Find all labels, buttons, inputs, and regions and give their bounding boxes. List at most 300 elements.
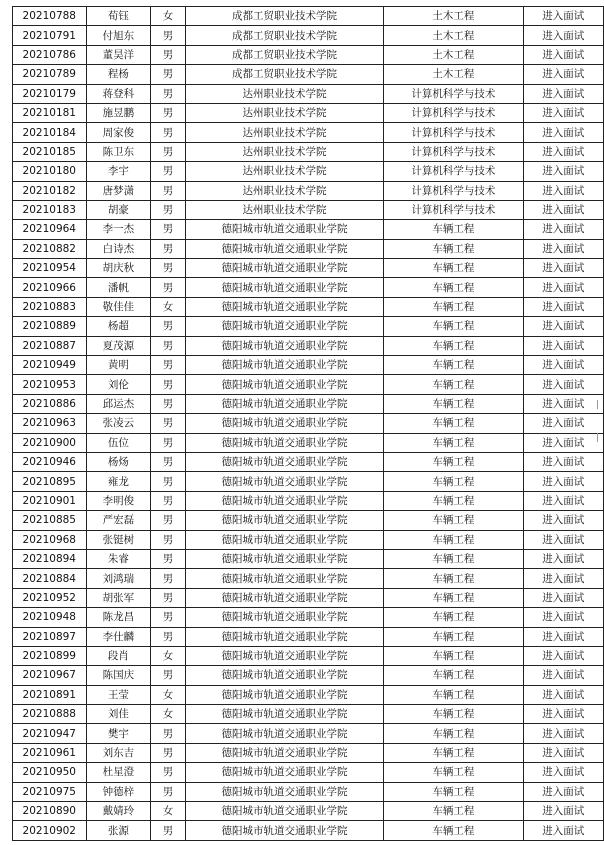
page-margin-mark [597,433,598,442]
table-row [13,743,604,762]
sex-cell: 男 [151,724,186,743]
major-cell: 车辆工程 [384,297,523,316]
student-id-cell: 20210950 [13,763,87,782]
sex-cell: 男 [151,356,186,375]
student-id-cell: 20210890 [13,802,87,821]
status-cell: 进入面试 [523,239,603,258]
status-cell: 进入面试 [523,336,603,355]
status-cell: 进入面试 [523,452,603,471]
student-id-cell: 20210902 [13,821,87,840]
name-cell: 唐梦潇 [86,181,151,200]
student-id-cell: 20210948 [13,608,87,627]
sex-cell: 男 [151,200,186,219]
name-cell: 潘帆 [86,278,151,297]
major-cell: 车辆工程 [384,608,523,627]
table-row [13,414,604,433]
name-cell: 杜星澄 [86,763,151,782]
student-id-cell: 20210900 [13,433,87,452]
major-cell: 土木工程 [384,26,523,45]
major-cell: 车辆工程 [384,375,523,394]
status-cell: 进入面试 [523,685,603,704]
major-cell: 车辆工程 [384,646,523,665]
status-cell: 进入面试 [523,142,603,161]
table-row [13,239,604,258]
school-cell: 德阳城市轨道交通职业学院 [185,627,383,646]
sex-cell: 男 [151,743,186,762]
school-cell: 德阳城市轨道交通职业学院 [185,763,383,782]
sex-cell: 男 [151,278,186,297]
table-row [13,472,604,491]
school-cell: 德阳城市轨道交通职业学院 [185,394,383,413]
major-cell: 车辆工程 [384,220,523,239]
student-id-cell: 20210887 [13,336,87,355]
name-cell: 胡张军 [86,588,151,607]
sex-cell: 女 [151,646,186,665]
status-cell: 进入面试 [523,103,603,122]
student-id-cell: 20210967 [13,666,87,685]
student-id-cell: 20210185 [13,142,87,161]
student-id-cell: 20210954 [13,259,87,278]
school-cell: 成都工贸职业技术学院 [185,45,383,64]
school-cell: 德阳城市轨道交通职业学院 [185,608,383,627]
school-cell: 成都工贸职业技术学院 [185,65,383,84]
sex-cell: 男 [151,84,186,103]
name-cell: 刘佳 [86,705,151,724]
table-row [13,26,604,45]
table-row [13,297,604,316]
status-cell: 进入面试 [523,297,603,316]
school-cell: 达州职业技术学院 [185,162,383,181]
name-cell: 周家俊 [86,123,151,142]
sex-cell: 男 [151,142,186,161]
status-cell: 进入面试 [523,7,603,26]
major-cell: 车辆工程 [384,511,523,530]
status-cell: 进入面试 [523,491,603,510]
name-cell: 付旭东 [86,26,151,45]
name-cell: 朱睿 [86,549,151,568]
status-cell: 进入面试 [523,763,603,782]
status-cell: 进入面试 [523,705,603,724]
sex-cell: 男 [151,530,186,549]
sex-cell: 男 [151,394,186,413]
major-cell: 土木工程 [384,7,523,26]
school-cell: 达州职业技术学院 [185,123,383,142]
name-cell: 严宏磊 [86,511,151,530]
table-row [13,627,604,646]
sex-cell: 男 [151,627,186,646]
page-margin-mark [597,400,598,409]
name-cell: 李一杰 [86,220,151,239]
school-cell: 德阳城市轨道交通职业学院 [185,336,383,355]
school-cell: 德阳城市轨道交通职业学院 [185,259,383,278]
name-cell: 杨炀 [86,452,151,471]
major-cell: 车辆工程 [384,549,523,568]
table-row [13,802,604,821]
table-row [13,433,604,452]
major-cell: 车辆工程 [384,530,523,549]
sex-cell: 男 [151,239,186,258]
sex-cell: 男 [151,123,186,142]
name-cell: 董昊洋 [86,45,151,64]
name-cell: 张铤树 [86,530,151,549]
status-cell: 进入面试 [523,84,603,103]
school-cell: 达州职业技术学院 [185,84,383,103]
major-cell: 车辆工程 [384,569,523,588]
school-cell: 德阳城市轨道交通职业学院 [185,356,383,375]
name-cell: 荀钰 [86,7,151,26]
name-cell: 刘东吉 [86,743,151,762]
status-cell: 进入面试 [523,743,603,762]
status-cell: 进入面试 [523,588,603,607]
status-cell: 进入面试 [523,26,603,45]
sex-cell: 男 [151,549,186,568]
status-cell: 进入面试 [523,472,603,491]
sex-cell: 男 [151,103,186,122]
student-id-cell: 20210899 [13,646,87,665]
name-cell: 刘伦 [86,375,151,394]
table-row [13,511,604,530]
name-cell: 张源 [86,821,151,840]
name-cell: 段肖 [86,646,151,665]
name-cell: 雍龙 [86,472,151,491]
status-cell: 进入面试 [523,627,603,646]
table-row [13,142,604,161]
name-cell: 陈卫东 [86,142,151,161]
table-row [13,220,604,239]
school-cell: 德阳城市轨道交通职业学院 [185,278,383,297]
name-cell: 蒋登科 [86,84,151,103]
name-cell: 邱运杰 [86,394,151,413]
table-row [13,162,604,181]
table-row [13,530,604,549]
table-row [13,394,604,413]
status-cell: 进入面试 [523,724,603,743]
table-row [13,84,604,103]
sex-cell: 男 [151,782,186,801]
name-cell: 伍位 [86,433,151,452]
student-id-cell: 20210885 [13,511,87,530]
major-cell: 车辆工程 [384,452,523,471]
status-cell: 进入面试 [523,200,603,219]
school-cell: 德阳城市轨道交通职业学院 [185,685,383,704]
name-cell: 敬佳佳 [86,297,151,316]
student-id-cell: 20210184 [13,123,87,142]
school-cell: 达州职业技术学院 [185,142,383,161]
major-cell: 车辆工程 [384,394,523,413]
major-cell: 车辆工程 [384,588,523,607]
student-id-cell: 20210179 [13,84,87,103]
sex-cell: 男 [151,317,186,336]
sex-cell: 男 [151,162,186,181]
status-cell: 进入面试 [523,414,603,433]
student-id-cell: 20210901 [13,491,87,510]
sex-cell: 男 [151,65,186,84]
name-cell: 黄明 [86,356,151,375]
table-row [13,103,604,122]
student-id-cell: 20210791 [13,26,87,45]
status-cell: 进入面试 [523,356,603,375]
table-row [13,724,604,743]
major-cell: 车辆工程 [384,627,523,646]
student-id-cell: 20210882 [13,239,87,258]
status-cell: 进入面试 [523,65,603,84]
major-cell: 车辆工程 [384,336,523,355]
school-cell: 德阳城市轨道交通职业学院 [185,802,383,821]
major-cell: 车辆工程 [384,491,523,510]
school-cell: 德阳城市轨道交通职业学院 [185,782,383,801]
name-cell: 白诗杰 [86,239,151,258]
name-cell: 李明俊 [86,491,151,510]
student-id-cell: 20210786 [13,45,87,64]
major-cell: 车辆工程 [384,317,523,336]
school-cell: 德阳城市轨道交通职业学院 [185,297,383,316]
name-cell: 钟德梓 [86,782,151,801]
sex-cell: 男 [151,763,186,782]
name-cell: 刘鸿瑞 [86,569,151,588]
table-row [13,278,604,297]
sex-cell: 女 [151,7,186,26]
major-cell: 计算机科学与技术 [384,162,523,181]
major-cell: 车辆工程 [384,782,523,801]
sex-cell: 女 [151,802,186,821]
school-cell: 德阳城市轨道交通职业学院 [185,705,383,724]
major-cell: 计算机科学与技术 [384,103,523,122]
sex-cell: 男 [151,491,186,510]
status-cell: 进入面试 [523,802,603,821]
sex-cell: 女 [151,297,186,316]
name-cell: 戴婧玲 [86,802,151,821]
sex-cell: 女 [151,685,186,704]
major-cell: 车辆工程 [384,705,523,724]
status-cell: 进入面试 [523,162,603,181]
major-cell: 车辆工程 [384,685,523,704]
sex-cell: 男 [151,666,186,685]
sex-cell: 男 [151,259,186,278]
table-row [13,181,604,200]
student-id-cell: 20210949 [13,356,87,375]
school-cell: 德阳城市轨道交通职业学院 [185,666,383,685]
major-cell: 车辆工程 [384,259,523,278]
status-cell: 进入面试 [523,511,603,530]
school-cell: 达州职业技术学院 [185,181,383,200]
school-cell: 德阳城市轨道交通职业学院 [185,821,383,840]
sex-cell: 男 [151,26,186,45]
table-row [13,782,604,801]
student-id-cell: 20210947 [13,724,87,743]
status-cell: 进入面试 [523,821,603,840]
school-cell: 德阳城市轨道交通职业学院 [185,220,383,239]
sex-cell: 男 [151,220,186,239]
school-cell: 德阳城市轨道交通职业学院 [185,549,383,568]
major-cell: 计算机科学与技术 [384,123,523,142]
table-row [13,608,604,627]
table-row [13,356,604,375]
name-cell: 杨超 [86,317,151,336]
major-cell: 计算机科学与技术 [384,84,523,103]
sex-cell: 男 [151,452,186,471]
table-row [13,588,604,607]
major-cell: 车辆工程 [384,724,523,743]
school-cell: 德阳城市轨道交通职业学院 [185,375,383,394]
candidate-table-body [13,7,604,841]
sex-cell: 女 [151,705,186,724]
status-cell: 进入面试 [523,549,603,568]
school-cell: 德阳城市轨道交通职业学院 [185,414,383,433]
student-id-cell: 20210183 [13,200,87,219]
name-cell: 樊宇 [86,724,151,743]
sex-cell: 男 [151,433,186,452]
status-cell: 进入面试 [523,220,603,239]
major-cell: 车辆工程 [384,743,523,762]
student-id-cell: 20210889 [13,317,87,336]
name-cell: 施昱鹏 [86,103,151,122]
major-cell: 车辆工程 [384,278,523,297]
school-cell: 德阳城市轨道交通职业学院 [185,724,383,743]
major-cell: 车辆工程 [384,433,523,452]
name-cell: 张凌云 [86,414,151,433]
school-cell: 德阳城市轨道交通职业学院 [185,472,383,491]
status-cell: 进入面试 [523,646,603,665]
sex-cell: 男 [151,511,186,530]
school-cell: 成都工贸职业技术学院 [185,26,383,45]
table-row [13,45,604,64]
sex-cell: 男 [151,608,186,627]
school-cell: 德阳城市轨道交通职业学院 [185,317,383,336]
student-id-cell: 20210961 [13,743,87,762]
name-cell: 陈龙昌 [86,608,151,627]
major-cell: 土木工程 [384,65,523,84]
status-cell: 进入面试 [523,123,603,142]
status-cell: 进入面试 [523,278,603,297]
student-id-cell: 20210966 [13,278,87,297]
school-cell: 德阳城市轨道交通职业学院 [185,530,383,549]
table-row [13,685,604,704]
student-id-cell: 20210946 [13,452,87,471]
school-cell: 德阳城市轨道交通职业学院 [185,239,383,258]
student-id-cell: 20210964 [13,220,87,239]
major-cell: 车辆工程 [384,414,523,433]
school-cell: 达州职业技术学院 [185,103,383,122]
sex-cell: 男 [151,569,186,588]
student-id-cell: 20210894 [13,549,87,568]
major-cell: 车辆工程 [384,239,523,258]
status-cell: 进入面试 [523,45,603,64]
student-id-cell: 20210888 [13,705,87,724]
sex-cell: 男 [151,45,186,64]
school-cell: 德阳城市轨道交通职业学院 [185,491,383,510]
student-id-cell: 20210963 [13,414,87,433]
status-cell: 进入面试 [523,259,603,278]
table-row [13,569,604,588]
major-cell: 车辆工程 [384,356,523,375]
table-row [13,65,604,84]
status-cell: 进入面试 [523,666,603,685]
table-row [13,259,604,278]
student-id-cell: 20210897 [13,627,87,646]
student-id-cell: 20210182 [13,181,87,200]
name-cell: 陈国庆 [86,666,151,685]
status-cell: 进入面试 [523,181,603,200]
school-cell: 德阳城市轨道交通职业学院 [185,743,383,762]
name-cell: 夏茂源 [86,336,151,355]
major-cell: 计算机科学与技术 [384,200,523,219]
student-id-cell: 20210886 [13,394,87,413]
school-cell: 德阳城市轨道交通职业学院 [185,433,383,452]
student-id-cell: 20210953 [13,375,87,394]
status-cell: 进入面试 [523,433,603,452]
table-row [13,763,604,782]
status-cell: 进入面试 [523,569,603,588]
table-row [13,821,604,840]
school-cell: 德阳城市轨道交通职业学院 [185,569,383,588]
status-cell: 进入面试 [523,394,603,413]
student-id-cell: 20210895 [13,472,87,491]
student-id-cell: 20210952 [13,588,87,607]
student-id-cell: 20210975 [13,782,87,801]
student-id-cell: 20210968 [13,530,87,549]
status-cell: 进入面试 [523,530,603,549]
name-cell: 王莹 [86,685,151,704]
school-cell: 德阳城市轨道交通职业学院 [185,646,383,665]
table-row [13,549,604,568]
name-cell: 李宇 [86,162,151,181]
school-cell: 成都工贸职业技术学院 [185,7,383,26]
sex-cell: 男 [151,375,186,394]
major-cell: 车辆工程 [384,666,523,685]
status-cell: 进入面试 [523,317,603,336]
student-id-cell: 20210181 [13,103,87,122]
table-row [13,317,604,336]
major-cell: 计算机科学与技术 [384,142,523,161]
school-cell: 达州职业技术学院 [185,200,383,219]
table-row [13,452,604,471]
status-cell: 进入面试 [523,782,603,801]
major-cell: 车辆工程 [384,763,523,782]
table-row [13,666,604,685]
student-id-cell: 20210789 [13,65,87,84]
status-cell: 进入面试 [523,608,603,627]
candidate-table [12,6,604,841]
sex-cell: 男 [151,588,186,607]
sex-cell: 男 [151,336,186,355]
table-row [13,200,604,219]
student-id-cell: 20210180 [13,162,87,181]
major-cell: 车辆工程 [384,472,523,491]
student-id-cell: 20210883 [13,297,87,316]
student-id-cell: 20210891 [13,685,87,704]
name-cell: 胡庆秋 [86,259,151,278]
major-cell: 车辆工程 [384,821,523,840]
name-cell: 程杨 [86,65,151,84]
major-cell: 车辆工程 [384,802,523,821]
table-row [13,336,604,355]
table-row [13,491,604,510]
student-id-cell: 20210788 [13,7,87,26]
name-cell: 李仕麟 [86,627,151,646]
major-cell: 计算机科学与技术 [384,181,523,200]
school-cell: 德阳城市轨道交通职业学院 [185,588,383,607]
name-cell: 胡豪 [86,200,151,219]
table-row [13,123,604,142]
sex-cell: 男 [151,414,186,433]
major-cell: 土木工程 [384,45,523,64]
sex-cell: 男 [151,821,186,840]
school-cell: 德阳城市轨道交通职业学院 [185,452,383,471]
table-row [13,375,604,394]
sex-cell: 男 [151,472,186,491]
student-id-cell: 20210884 [13,569,87,588]
school-cell: 德阳城市轨道交通职业学院 [185,511,383,530]
